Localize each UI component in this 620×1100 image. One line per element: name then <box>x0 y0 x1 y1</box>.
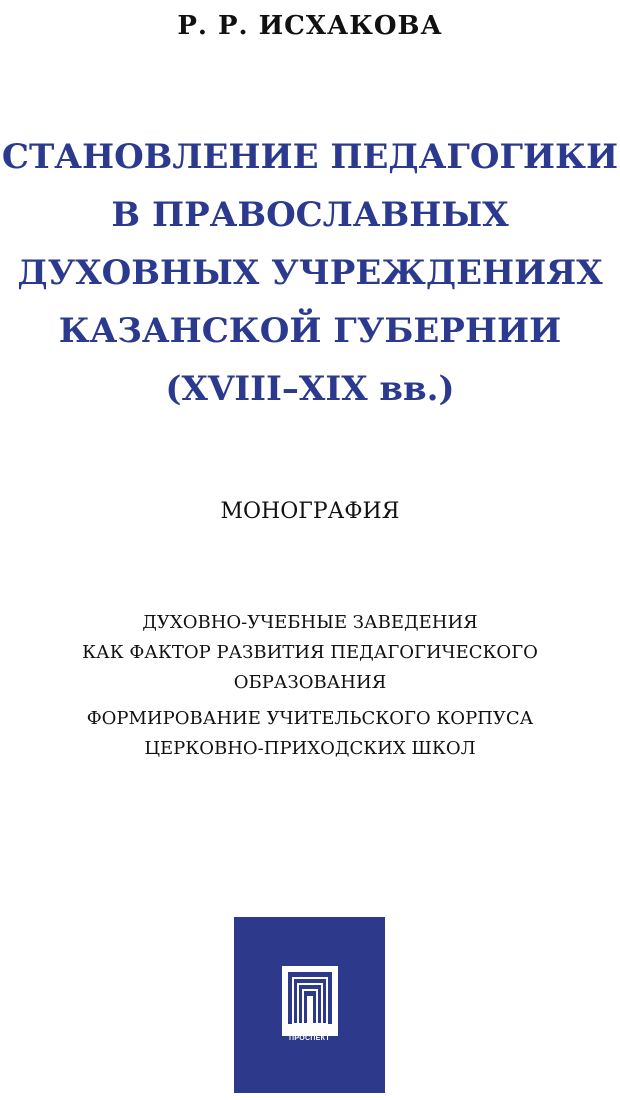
prospekt-building-icon <box>282 966 338 1036</box>
publisher-logo <box>234 917 385 1093</box>
topic-item <box>0 704 620 764</box>
topic-line: ДУХОВНО-УЧЕБНЫЕ ЗАВЕДЕНИЯ <box>142 612 478 633</box>
author-name: Р. Р. ИСХАКОВА <box>177 11 443 41</box>
title-line: ДУХОВНЫХ УЧРЕЖДЕНИЯХ <box>17 253 603 293</box>
title-line: КАЗАНСКОЙ ГУБЕРНИИ <box>58 311 562 351</box>
book-genre: МОНОГРАФИЯ <box>220 499 400 524</box>
title-line: (XVIII–XIX вв.) <box>165 369 455 409</box>
topic-line: ФОРМИРОВАНИЕ УЧИТЕЛЬСКОГО КОРПУСА <box>86 708 534 729</box>
topic-line: КАК ФАКТОР РАЗВИТИЯ ПЕДАГОГИЧЕСКОГО <box>82 642 538 663</box>
topic-item <box>0 608 620 698</box>
topic-line: ЦЕРКОВНО-ПРИХОДСКИХ ШКОЛ <box>144 738 476 759</box>
book-title <box>0 128 620 418</box>
publisher-name: ПРОСПЕКТ <box>289 1035 330 1042</box>
topic-line: ОБРАЗОВАНИЯ <box>233 672 387 693</box>
title-line: В ПРАВОСЛАВНЫХ <box>111 195 509 235</box>
topics-list <box>0 608 620 764</box>
title-line: СТАНОВЛЕНИЕ ПЕДАГОГИКИ <box>1 137 619 177</box>
